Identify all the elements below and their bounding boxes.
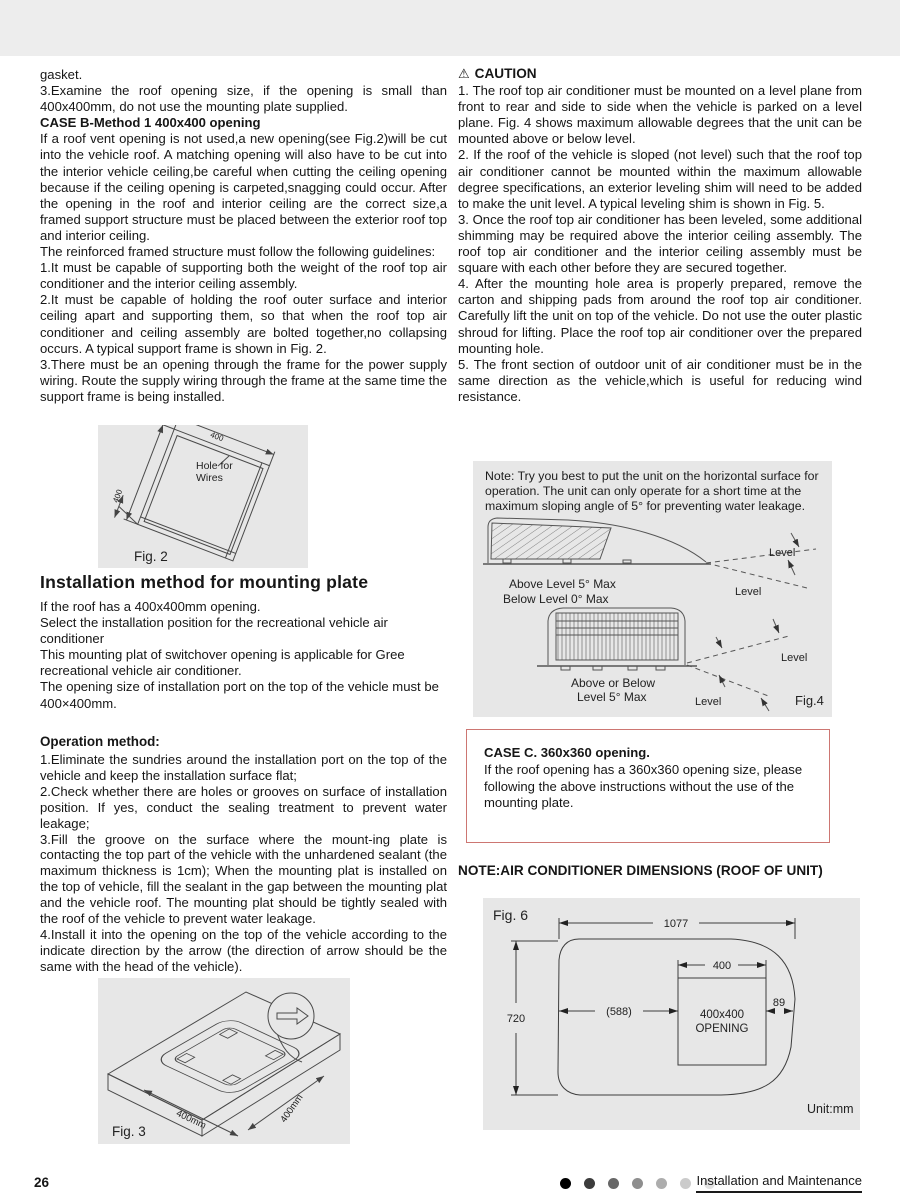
figure-2-drawing [98, 425, 308, 568]
paragraph: The opening size of installation port on the top of the vehicle must be 400×400mm. [40, 679, 439, 711]
paragraph: 5. The front section of outdoor unit of air conditioner must be in the same direction as the vehicle,which is useful for reducing wind resistance. [458, 356, 862, 404]
paragraph: 1.It must be capable of supporting both the weight of the roof top air conditioner and the interior ceiling assembly. [40, 260, 447, 292]
paragraph: 2. If the roof of the vehicle is sloped (not level) such that the roof top air conditioner cannot be mounted within the maximum allowable degree specifications, an exterior leveling shim will need to be added to make the unit level. A typical leveling shim is shown in Fig. 5. [458, 147, 862, 211]
fig4-below-label: Below Level 0° Max [503, 591, 609, 606]
paragraph: 2.Check whether there are holes or grooves on surface of installation position. If yes, conduct the sealing treatment to prevent water leakage; [40, 783, 447, 831]
caution-block [458, 66, 862, 405]
fig3-dim-b: 400mm [278, 1092, 306, 1125]
figure-6-box [483, 898, 860, 1130]
fig4-above-or-below-label2: Level 5° Max [577, 689, 647, 704]
fig6-dim-width: 1077 [663, 918, 689, 930]
progress-dot [632, 1178, 643, 1189]
progress-dot [656, 1178, 667, 1189]
fig6-caption: Fig. 6 [493, 907, 529, 923]
paragraph: If a roof vent opening is not used,a new opening(see Fig.2)will be cut into the vehicle roof. A matching opening will also have to be cut into the interior vehicle ceiling,be careful when cutting the ceiling opening because if the ceiling opening is carpeted,snagging could occur. After the opening in the roof and interior ceiling are the correct size,a framed support structure must be placed between the exterior roof top and interior ceiling. [40, 131, 447, 243]
fig6-opening-label: 400x400 [699, 1009, 745, 1021]
paragraph: 3.Examine the roof opening size, if the opening is small than 400x400mm, do not use the mounting plate supplied. [40, 83, 447, 115]
caution-heading: CAUTION [474, 66, 537, 81]
fig4-above-label: Above Level 5° Max [509, 576, 616, 591]
paragraph: gasket. [40, 67, 83, 82]
operation-items-block [40, 752, 447, 975]
paragraph: 4.Install it into the opening on the top of the vehicle according to the indicate direction by the arrow (the direction of arrow should be the same with the head of the vehicle). [40, 926, 447, 974]
fig4-note: Note: Try you best to put the unit on the horizontal surface for operation. The unit can only operate for a short time at the maximum sloping angle of 5° for preventing water leakage. [485, 469, 819, 514]
install-method-heading: Installation method for mounting plate [40, 572, 369, 592]
fig2-caption: Fig. 2 [134, 549, 168, 564]
footer-section-title: Installation and Maintenance [696, 1173, 862, 1193]
paragraph: 3.There must be an opening through the frame for the power supply wiring. Route the supply wiring through the frame at the same time the support frame is being installed. [40, 356, 447, 404]
case-c-title: CASE C. 360x360 opening. [484, 745, 650, 760]
figure-3-drawing [98, 978, 350, 1144]
progress-dot [608, 1178, 619, 1189]
case-c-box [466, 729, 830, 843]
paragraph: 4. After the mounting hole area is properly prepared, remove the carton and shipping pads from around the roof top air conditioner. Carefully lift the unit on top of the vehicle. Do not use the outer plastic shroud for lifting. Place the roof top air conditioner over the prepared mounting hole. [458, 276, 862, 356]
fig2-dim-side: 400 [111, 488, 125, 504]
figure-4-box [473, 461, 832, 717]
paragraph: 3.Fill the groove on the surface where the mount-ing plate is contacting the top part of the vehicle with the unhardened sealant (the maximum thickness is 1cm); When the mounting plat is installed on the top of vehicle, fill the sealant in the gap between the mounting plat and the vehicle roof. The mounting plat should be tightly sealed with the roof of the vehicle to prevent water leakage. [40, 831, 447, 927]
fig6-dim-height: 720 [506, 1013, 526, 1025]
paragraph: 2.It must be capable of holding the roof outer surface and interior ceiling apart and supporting them, so that when the roof top air conditioner and ceiling assembly are bolted together,no collapsing occurs. A typical support frame is shown in Fig. 2. [40, 292, 447, 356]
fig4-above-or-below-label: Above or Below [571, 675, 656, 690]
fig2-hole-label: Wires [196, 472, 223, 484]
figure-3-box [98, 978, 350, 1144]
progress-dot [584, 1178, 595, 1189]
progress-dot [680, 1178, 691, 1189]
left-intro-block [40, 67, 447, 405]
figure-2-box [98, 425, 308, 568]
paragraph: Select the installation position for the recreational vehicle air conditioner [40, 615, 388, 647]
level-label: Level [735, 585, 762, 598]
paragraph: This mounting plat of switchover opening is applicable for Gree recreational vehicle air conditioner. [40, 647, 405, 679]
progress-dot [560, 1178, 571, 1189]
level-label: Level [695, 695, 722, 708]
fig3-dim-a: 400mm [174, 1108, 208, 1132]
operation-method-heading: Operation method: [40, 734, 160, 749]
paragraph: 1. The roof top air conditioner must be mounted on a level plane from front to rear and side to side when the vehicle is parked on a level plane. Fig. 4 shows maximum allowable degrees that the unit can be mounted above or below level. [458, 83, 862, 147]
caution-heading-row [458, 66, 862, 82]
install-intro-block [40, 599, 450, 712]
case-c-body: If the roof opening has a 360x360 opening size, please following the above instructions without the use of the mounting plate. [484, 762, 803, 810]
warning-icon: ⚠ [458, 66, 470, 81]
fig6-dim-right: 89 [772, 997, 786, 1009]
page-number: 26 [34, 1175, 50, 1190]
paragraph: If the roof has a 400x400mm opening. [40, 599, 261, 614]
page-top-band [0, 0, 900, 56]
fig3-caption: Fig. 3 [112, 1124, 146, 1139]
fig2-hole-label: Hole for [196, 460, 233, 472]
fig6-unit-label: Unit:mm [807, 1102, 854, 1116]
fig6-opening-label2: OPENING [695, 1023, 749, 1035]
figure-4-drawing [473, 515, 832, 713]
figure-6-drawing [483, 898, 860, 1130]
progress-dots [560, 1178, 715, 1189]
fig6-dim-left: (588) [606, 1006, 632, 1018]
fig2-dim-top: 400 [209, 430, 225, 444]
dimensions-note-heading: NOTE:AIR CONDITIONER DIMENSIONS (ROOF OF UNIT) [458, 863, 823, 878]
fig6-dim-opening: 400 [712, 960, 732, 972]
fig4-caption: Fig.4 [795, 692, 824, 708]
paragraph: 1.Eliminate the sundries around the installation port on the top of the vehicle and keep the installation surface flat; [40, 752, 447, 783]
paragraph: 3. Once the roof top air conditioner has been leveled, some additional shimming may be required above the interior ceiling assembly. The roof top air conditioner and the interior ceiling assembly must be square with each other before they are secured together. [458, 211, 862, 276]
level-label: Level [781, 651, 808, 664]
level-label: Level [769, 546, 796, 559]
paragraph: The reinforced framed structure must follow the following guidelines: [40, 244, 436, 260]
case-b-heading: CASE B-Method 1 400x400 opening [40, 115, 261, 131]
